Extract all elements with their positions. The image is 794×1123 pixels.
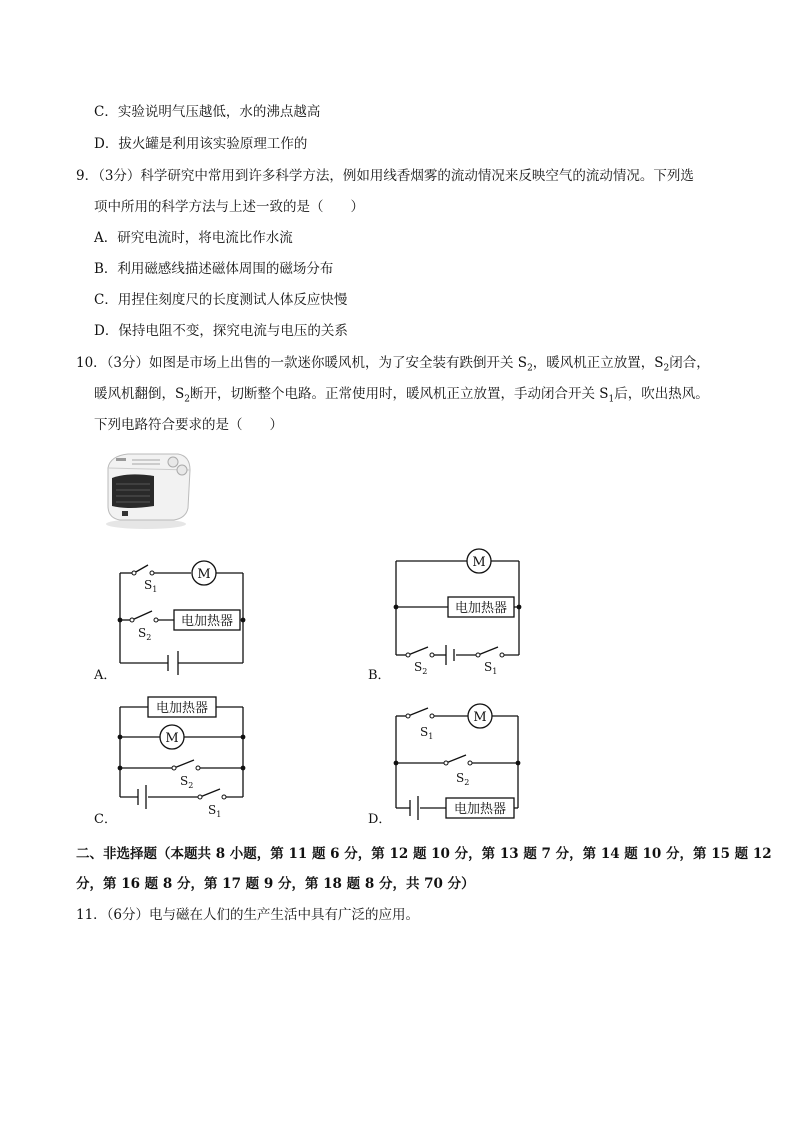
- circuit-d-label: D．: [368, 812, 392, 827]
- motor-label: M: [473, 710, 487, 725]
- q9-stem-line1: 9．（3分）科学研究中常用到许多科学方法，例如用线香烟雾的流动情况来反映空气的流动情况。下列选: [76, 168, 694, 184]
- circuit-a-label: A．: [94, 668, 117, 683]
- heater-photo: [98, 448, 194, 532]
- motor-label: M: [197, 567, 211, 582]
- subscript: 2: [663, 363, 670, 374]
- motor-label: M: [165, 731, 179, 746]
- circuit-c-label: C．: [94, 812, 117, 827]
- q9-option-b: B．利用磁感线描述磁体周围的磁场分布: [94, 261, 334, 277]
- switch-s2-label: $S_2$: [414, 660, 428, 676]
- heater-label: 电加热器: [453, 802, 507, 817]
- circuit-c-diagram: [108, 693, 258, 823]
- heater-label: 电加热器: [454, 601, 508, 616]
- q9-option-a: A．研究电流时，将电流比作水流: [94, 230, 293, 246]
- q10-text: ，暖风机正立放置，S: [532, 355, 664, 371]
- switch-s2-label: $S_2$: [180, 774, 194, 790]
- q10-stem-line3: 下列电路符合要求的是（ ）: [94, 417, 283, 433]
- circuit-a-diagram: [100, 555, 260, 675]
- heater-label: 电加热器: [155, 701, 209, 716]
- section2-heading-line2: 分，第 16 题 8 分，第 17 题 9 分，第 18 题 8 分，共 70 分）: [76, 876, 475, 892]
- q8-option-d: D．拔火罐是利用该实验原理工作的: [94, 136, 308, 152]
- q9-option-d: D．保持电阻不变，探究电流与电压的关系: [94, 323, 348, 339]
- q9-stem-line2: 项中所用的科学方法与上述一致的是（ ）: [94, 199, 364, 215]
- q10-stem-line1: [76, 351, 710, 374]
- subscript: 1: [608, 394, 615, 405]
- q10-text: 断开，切断整个电路。正常使用时，暖风机正立放置，手动闭合开关 S: [189, 386, 609, 402]
- circuit-b-diagram: [382, 545, 542, 680]
- switch-s1-label: $S_1$: [144, 578, 158, 594]
- q10-text: 后，吹出热风。: [614, 386, 709, 402]
- circuit-d-diagram: [388, 700, 528, 825]
- q10-text: 闭合，: [669, 355, 710, 371]
- switch-s2-label: $S_2$: [138, 626, 152, 642]
- motor-label: M: [472, 555, 486, 570]
- switch-s1-label: $S_1$: [484, 660, 498, 676]
- subscript: 2: [527, 363, 533, 374]
- section2-heading-line1: 二、非选择题（本题共 8 小题，第 11 题 6 分，第 12 题 10 分，第 13 题 7 分，第 14 题 10 分，第 15 题 12: [76, 846, 772, 862]
- q10-stem-line2: [94, 382, 709, 405]
- q11-stem: 11．（6分）电与磁在人们的生产生活中具有广泛的应用。: [76, 907, 420, 923]
- switch-s1-label: $S_1$: [420, 725, 434, 741]
- q9-option-c: C．用捏住刻度尺的长度测试人体反应快慢: [94, 292, 348, 308]
- circuit-b-label: B．: [368, 668, 391, 683]
- q8-option-c: C．实验说明气压越低，水的沸点越高: [94, 104, 321, 120]
- switch-s1-label: $S_1$: [208, 803, 222, 819]
- heater-label: 电加热器: [180, 614, 234, 629]
- switch-s2-label: $S_2$: [456, 771, 470, 787]
- q10-text: 10．（3分）如图是市场上出售的一款迷你暖风机，为了安全装有跌倒开关 S: [76, 355, 528, 371]
- subscript: 2: [184, 394, 190, 405]
- q10-text: 暖风机翻倒，S: [94, 386, 185, 402]
